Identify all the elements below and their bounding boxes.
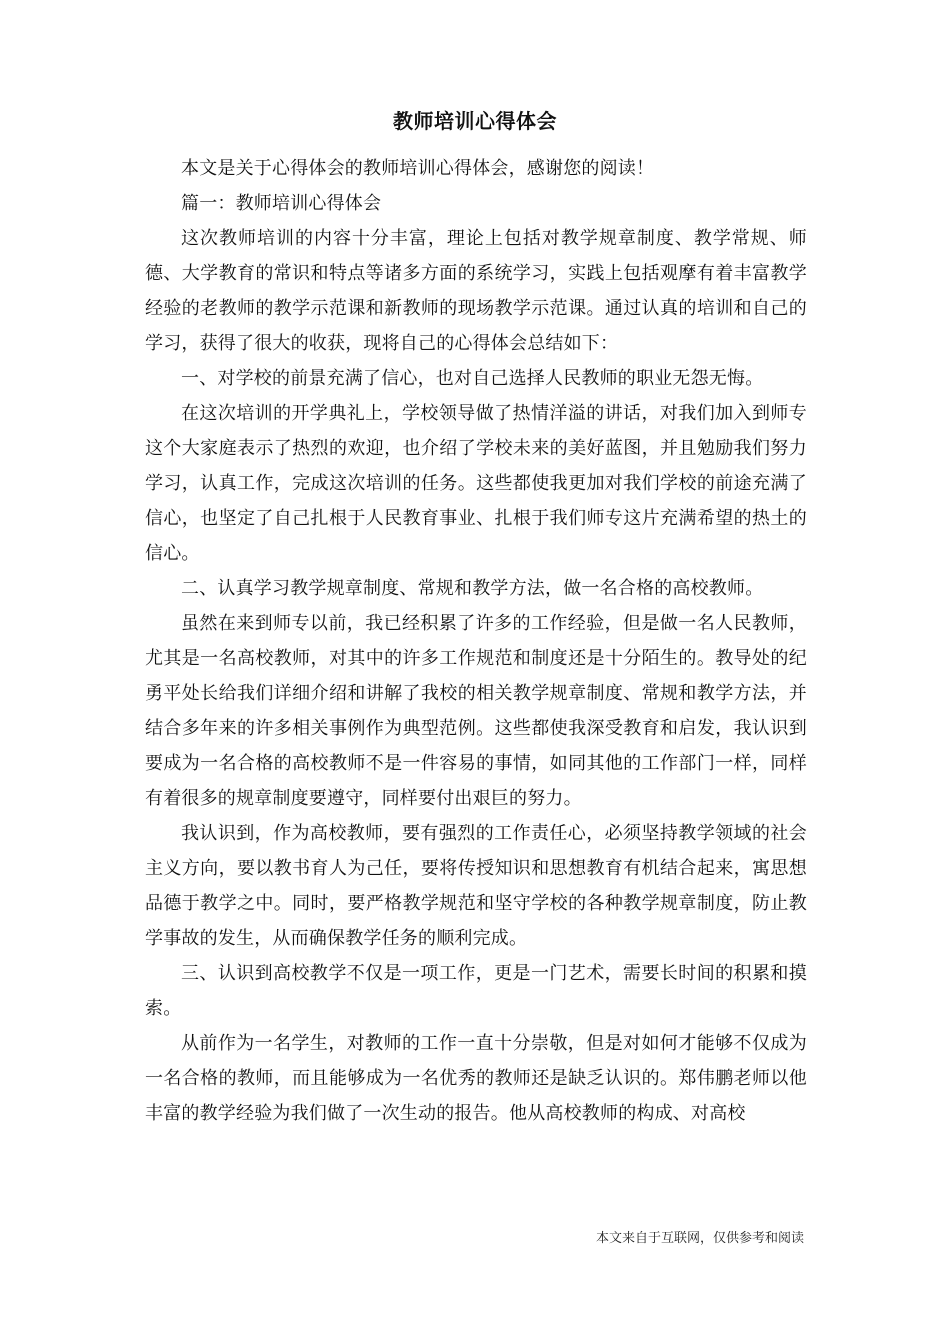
page-footer: 本文来自于互联网，仅供参考和阅读 [595, 1231, 804, 1246]
paragraph: 从前作为一名学生，对教师的工作一直十分崇敬，但是对如何才能够不仅成为一名合格的教师，而且能够成为一名优秀的教师还是缺乏认识的。郑伟鹏老师以他丰富的教学经验为我们做了一次生动的报告。他从高校教师的构成、对高校 [145, 1033, 807, 1124]
paragraph: 这次教师培训的内容十分丰富，理论上包括对教学规章制度、教学常规、师德、大学教育的常识和特点等诸多方面的系统学习，实践上包括观摩有着丰富教学经验的老教师的教学示范课和新教师的现场教学示范课。通过认真的培训和自己的学习，获得了很大的收获，现将自己的心得体会总结如下： [145, 228, 807, 354]
section-heading: 三、认识到高校教学不仅是一项工作，更是一门艺术，需要长时间的积累和摸索。 [145, 963, 807, 1019]
paragraph: 虽然在来到师专以前，我已经积累了许多的工作经验，但是做一名人民教师，尤其是一名高校教师，对其中的许多工作规范和制度还是十分陌生的。教导处的纪勇平处长给我们详细介绍和讲解了我校的相关教学规章制度、常规和教学方法，并结合多年来的许多相关事例作为典型范例。这些都使我深受教育和启发，我认识到要成为一名合格的高校教师不是一件容易的事情，如同其他的工作部门一样，同样有着很多的规章制度要遵守，同样要付出艰巨的努力。 [145, 613, 807, 809]
paragraph: 本文是关于心得体会的教师培训心得体会，感谢您的阅读！ [181, 158, 655, 179]
section-heading: 一、对学校的前景充满了信心，也对自己选择人民教师的职业无怨无悔。 [181, 368, 764, 389]
paragraph: 篇一：教师培训心得体会 [181, 193, 382, 214]
document-title: 教师培训心得体会 [393, 109, 557, 133]
paragraph: 在这次培训的开学典礼上，学校领导做了热情洋溢的讲话，对我们加入到师专这个大家庭表示了热烈的欢迎，也介绍了学校未来的美好蓝图，并且勉励我们努力学习，认真工作，完成这次培训的任务。这些都使我更加对我们学校的前途充满了信心，也坚定了自己扎根于人民教育事业、扎根于我们师专这片充满希望的热土的信心。 [145, 403, 807, 564]
document-body [145, 151, 807, 1131]
section-heading: 二、认真学习教学规章制度、常规和教学方法，做一名合格的高校教师。 [181, 578, 764, 599]
paragraph: 我认识到，作为高校教师，要有强烈的工作责任心，必须坚持教学领域的社会主义方向，要以教书育人为己任，要将传授知识和思想教育有机结合起来，寓思想品德于教学之中。同时，要严格教学规范和坚守学校的各种教学规章制度，防止教学事故的发生，从而确保教学任务的顺利完成。 [145, 823, 807, 949]
